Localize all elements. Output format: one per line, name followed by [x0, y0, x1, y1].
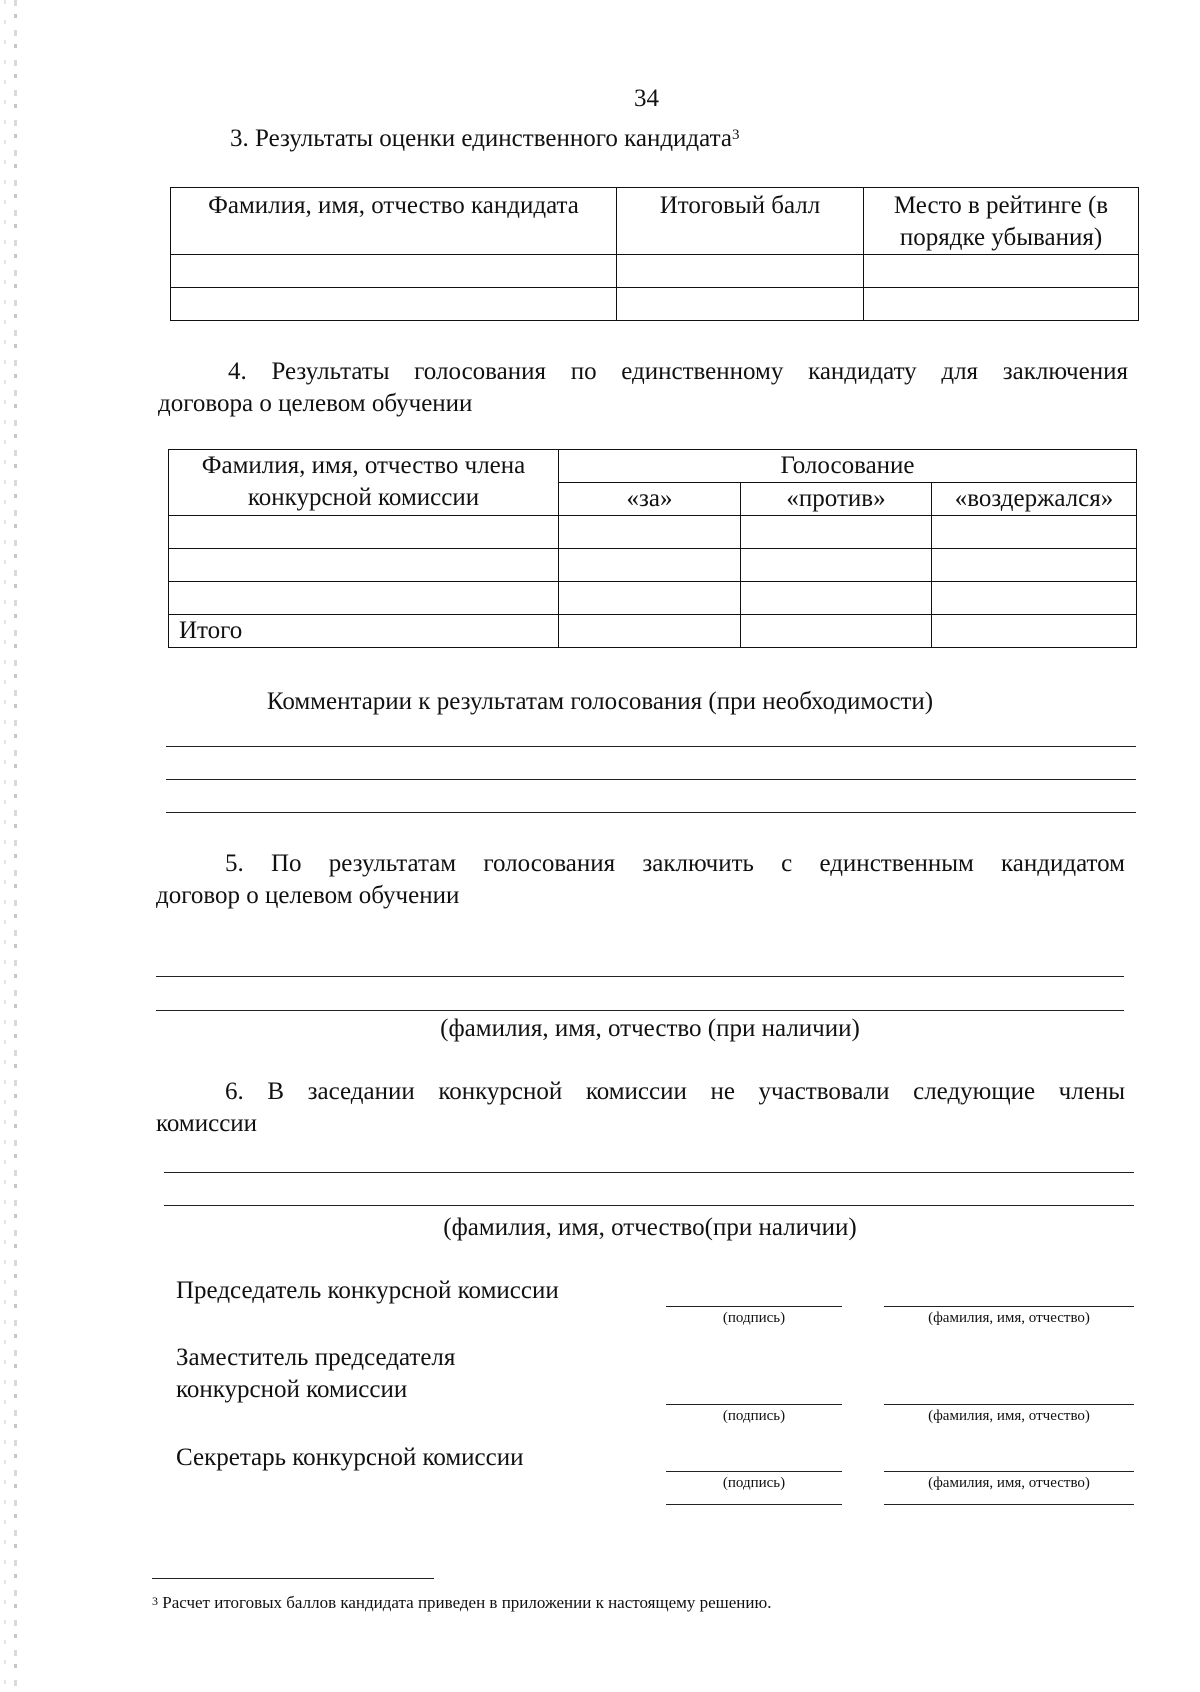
- deputy-label-line1: Заместитель председателя: [176, 1344, 456, 1371]
- signature-line: [666, 1504, 842, 1505]
- signature-line: [666, 1404, 842, 1405]
- total-row: [169, 615, 1137, 648]
- name-line: [884, 1306, 1134, 1307]
- table-row: [169, 516, 1137, 549]
- section6-title-line2: комиссии: [156, 1110, 258, 1137]
- table-row: [169, 582, 1137, 615]
- name-line: [884, 1404, 1134, 1405]
- footnote: [152, 1592, 771, 1614]
- table-cell: [559, 615, 741, 648]
- comments-title: Комментарии к результатам голосования (при необходимости): [266, 688, 934, 715]
- section5-caption: (фамилия, имя, отчество (при наличии): [440, 1015, 860, 1042]
- table-header-row: [171, 188, 1139, 255]
- scan-edge-artifact-secondary: [4, 0, 6, 1692]
- table-cell: [741, 615, 932, 648]
- table-cell: [617, 288, 864, 321]
- header-member-name: Фамилия, имя, отчество члена конкурсной комиссии: [169, 450, 559, 516]
- deputy-label-line2: конкурсной комиссии: [176, 1376, 408, 1403]
- total-label: Итого: [169, 615, 559, 648]
- comment-line: [166, 779, 1136, 780]
- table-cell: [932, 549, 1137, 582]
- table-cell: [169, 582, 559, 615]
- signature-caption: (подпись): [722, 1475, 786, 1491]
- table-header-row: [169, 450, 1137, 483]
- candidate-results-table: [170, 187, 1139, 321]
- section5-title-line1: 5. По результатам голосования заключить с единственным кандидатом: [225, 850, 1125, 877]
- comment-line: [166, 812, 1136, 813]
- table-row: [169, 549, 1137, 582]
- table-cell: [559, 516, 741, 549]
- table-cell: [864, 288, 1139, 321]
- secretary-label: Секретарь конкурсной комиссии: [176, 1444, 524, 1471]
- footnote-separator: [152, 1578, 434, 1579]
- table-row: [171, 255, 1139, 288]
- table-cell: [559, 549, 741, 582]
- signature-caption: (подпись): [722, 1310, 786, 1326]
- comment-line: [166, 746, 1136, 747]
- table-cell: [169, 549, 559, 582]
- section3-footnote-mark: 3: [731, 127, 740, 143]
- section5-title-line2: договор о целевом обучении: [156, 882, 460, 909]
- table-cell: [741, 516, 932, 549]
- signature-line: [666, 1306, 842, 1307]
- table-cell: [171, 255, 617, 288]
- table-cell: [617, 255, 864, 288]
- fill-line: [156, 1010, 1124, 1011]
- scan-edge-artifact: [14, 0, 17, 1692]
- table-cell: [864, 255, 1139, 288]
- table-cell: [741, 582, 932, 615]
- name-caption: (фамилия, имя, отчество): [928, 1408, 1090, 1424]
- table-cell: [169, 516, 559, 549]
- signature-line: [666, 1471, 842, 1472]
- table-cell: [559, 582, 741, 615]
- name-caption: (фамилия, имя, отчество): [928, 1310, 1090, 1326]
- section6-title-line1: 6. В заседании конкурсной комиссии не участвовали следующие члены: [225, 1078, 1125, 1105]
- header-vote-for: «за»: [559, 483, 741, 516]
- table-row: [171, 288, 1139, 321]
- fill-line: [156, 976, 1124, 977]
- name-line: [884, 1504, 1134, 1505]
- header-final-score: Итоговый балл: [617, 188, 864, 255]
- section4-title-line2: договора о целевом обучении: [158, 390, 473, 417]
- table-cell: [932, 582, 1137, 615]
- section6-caption: (фамилия, имя, отчество(при наличии): [443, 1214, 857, 1241]
- table-cell: [171, 288, 617, 321]
- header-voting: Голосование: [559, 450, 1137, 483]
- table-cell: [932, 615, 1137, 648]
- footnote-mark: 3: [152, 1594, 158, 1608]
- footnote-text: Расчет итоговых баллов кандидата приведен в приложении к настоящему решению.: [162, 1593, 772, 1612]
- section3-title: [230, 123, 739, 155]
- voting-table: [168, 449, 1137, 648]
- signature-caption: (подпись): [722, 1408, 786, 1424]
- name-caption: (фамилия, имя, отчество): [928, 1475, 1090, 1491]
- section4-title-line1: 4. Результаты голосования по единственному кандидату для заключения: [228, 358, 1128, 385]
- section3-title-text: 3. Результаты оценки единственного кандидата: [230, 125, 732, 152]
- table-cell: [932, 516, 1137, 549]
- header-vote-abstain: «воздержался»: [932, 483, 1137, 516]
- fill-line: [164, 1205, 1134, 1206]
- header-rating-place: Место в рейтинге (в порядке убывания): [864, 188, 1139, 255]
- name-line: [884, 1471, 1134, 1472]
- header-vote-against: «против»: [741, 483, 932, 516]
- header-candidate-name: Фамилия, имя, отчество кандидата: [171, 188, 617, 255]
- fill-line: [164, 1172, 1134, 1173]
- table-cell: [741, 549, 932, 582]
- page-number: 34: [634, 85, 659, 112]
- chairman-label: Председатель конкурсной комиссии: [176, 1277, 559, 1304]
